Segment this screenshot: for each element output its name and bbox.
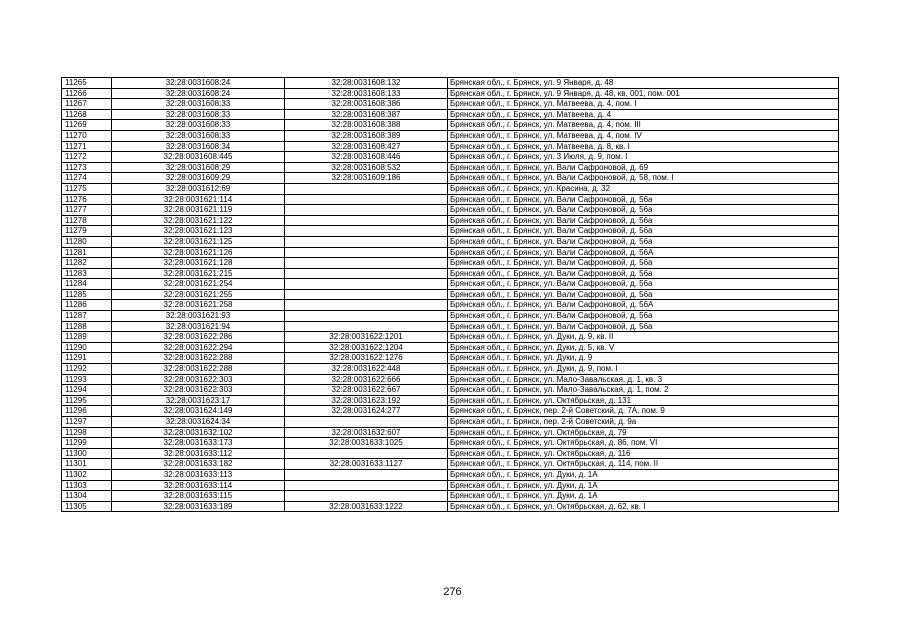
object-cadastral-cell: 32:28:0031608:388 (285, 120, 448, 131)
object-cadastral-cell: 32:28:0031632:607 (285, 427, 448, 438)
object-cadastral-cell (285, 236, 448, 247)
parent-cadastral-cell: 32:28:0031608:24 (112, 88, 285, 99)
object-cadastral-cell (285, 491, 448, 502)
table-row (62, 183, 839, 194)
table-row (62, 173, 839, 184)
parent-cadastral-cell: 32:28:0031624:34 (112, 417, 285, 428)
object-cadastral-cell (285, 247, 448, 258)
address-cell: Брянская обл., г. Брянск, пер. 2-й Советский, д. 7А, пом. 9 (448, 406, 839, 417)
object-cadastral-cell: 32:28:0031608:386 (285, 99, 448, 110)
parent-cadastral-cell: 32:28:0031621:126 (112, 247, 285, 258)
parent-cadastral-cell: 32:28:0031622:294 (112, 342, 285, 353)
object-cadastral-cell (285, 215, 448, 226)
row-number-cell: 11268 (62, 109, 112, 120)
address-cell: Брянская обл., г. Брянск, ул. Вали Сафроновой, д. 69 (448, 162, 839, 173)
row-number-cell: 11275 (62, 183, 112, 194)
table-row (62, 120, 839, 131)
row-number-cell: 11295 (62, 395, 112, 406)
row-number-cell: 11293 (62, 374, 112, 385)
row-number-cell: 11285 (62, 289, 112, 300)
address-cell: Брянская обл., г. Брянск, ул. Дуки, д. 9, кв. II (448, 332, 839, 343)
address-cell: Брянская обл., г. Брянск, ул. Дуки, д. 1А (448, 491, 839, 502)
address-cell: Брянская обл., г. Брянск, ул. Вали Сафроновой, д. 56а (448, 215, 839, 226)
object-cadastral-cell: 32:28:0031608:427 (285, 141, 448, 152)
parent-cadastral-cell: 32:28:0031621:122 (112, 215, 285, 226)
row-number-cell: 11272 (62, 152, 112, 163)
row-number-cell: 11301 (62, 459, 112, 470)
table-row (62, 459, 839, 470)
row-number-cell: 11267 (62, 99, 112, 110)
object-cadastral-cell (285, 300, 448, 311)
object-cadastral-cell: 32:28:0031608:132 (285, 78, 448, 89)
table-row (62, 194, 839, 205)
address-cell: Брянская обл., г. Брянск, ул. Вали Сафроновой, д. 56а (448, 311, 839, 322)
parent-cadastral-cell: 32:28:0031633:182 (112, 459, 285, 470)
object-cadastral-cell (285, 183, 448, 194)
object-cadastral-cell: 32:28:0031608:532 (285, 162, 448, 173)
address-cell: Брянская обл., г. Брянск, ул. Красина, д. 32 (448, 183, 839, 194)
address-cell: Брянская обл., г. Брянск, ул. Октябрьская, д. 79 (448, 427, 839, 438)
row-number-cell: 11288 (62, 321, 112, 332)
address-cell: Брянская обл., г. Брянск, ул. Октябрьская, д. 116 (448, 448, 839, 459)
object-cadastral-cell: 32:28:0031622:1276 (285, 353, 448, 364)
row-number-cell: 11292 (62, 364, 112, 375)
parent-cadastral-cell: 32:28:0031621:114 (112, 194, 285, 205)
address-cell: Брянская обл., г. Брянск, ул. Вали Сафроновой, д. 56а (448, 205, 839, 216)
table-row (62, 395, 839, 406)
row-number-cell: 11276 (62, 194, 112, 205)
table-row (62, 215, 839, 226)
object-cadastral-cell: 32:28:0031609:186 (285, 173, 448, 184)
table-row (62, 427, 839, 438)
address-cell: Брянская обл., г. Брянск, ул. Вали Сафроновой, д. 56А (448, 247, 839, 258)
table-row (62, 268, 839, 279)
parent-cadastral-cell: 32:28:0031608:445 (112, 152, 285, 163)
parent-cadastral-cell: 32:28:0031633:173 (112, 438, 285, 449)
table-row (62, 332, 839, 343)
address-cell: Брянская обл., г. Брянск, ул. 9 Января, д. 48 (448, 78, 839, 89)
parent-cadastral-cell: 32:28:0031622:286 (112, 332, 285, 343)
row-number-cell: 11282 (62, 258, 112, 269)
parent-cadastral-cell: 32:28:0031622:303 (112, 374, 285, 385)
object-cadastral-cell: 32:28:0031623:192 (285, 395, 448, 406)
row-number-cell: 11305 (62, 501, 112, 512)
address-cell: Брянская обл., г. Брянск, ул. Вали Сафроновой, д. 56а (448, 289, 839, 300)
object-cadastral-cell (285, 268, 448, 279)
parent-cadastral-cell: 32:28:0031621:123 (112, 226, 285, 237)
registry-table-body (62, 78, 839, 512)
parent-cadastral-cell: 32:28:0031608:33 (112, 130, 285, 141)
page-number: 276 (443, 586, 462, 598)
table-row (62, 258, 839, 269)
address-cell: Брянская обл., г. Брянск, ул. Матвеева, д. 4, пом. III (448, 120, 839, 131)
address-cell: Брянская обл., г. Брянск, ул. Вали Сафроновой, д. 56а (448, 279, 839, 290)
object-cadastral-cell: 32:28:0031622:448 (285, 364, 448, 375)
object-cadastral-cell (285, 205, 448, 216)
row-number-cell: 11265 (62, 78, 112, 89)
object-cadastral-cell (285, 226, 448, 237)
row-number-cell: 11284 (62, 279, 112, 290)
table-row (62, 448, 839, 459)
table-row (62, 141, 839, 152)
row-number-cell: 11289 (62, 332, 112, 343)
row-number-cell: 11266 (62, 88, 112, 99)
address-cell: Брянская обл., г. Брянск, ул. 3 Июля, д. 9, пом. I (448, 152, 839, 163)
table-row (62, 205, 839, 216)
table-row (62, 480, 839, 491)
parent-cadastral-cell: 32:28:0031621:254 (112, 279, 285, 290)
parent-cadastral-cell: 32:28:0031622:303 (112, 385, 285, 396)
address-cell: Брянская обл., г. Брянск, пер. 2-й Советский, д. 9а (448, 417, 839, 428)
parent-cadastral-cell: 32:28:0031608:24 (112, 78, 285, 89)
address-cell: Брянская обл., г. Брянск, ул. Дуки, д. 9 (448, 353, 839, 364)
table-row (62, 406, 839, 417)
parent-cadastral-cell: 32:28:0031612:69 (112, 183, 285, 194)
address-cell: Брянская обл., г. Брянск, ул. Вали Сафроновой, д. 56а (448, 226, 839, 237)
parent-cadastral-cell: 32:28:0031622:288 (112, 364, 285, 375)
row-number-cell: 11297 (62, 417, 112, 428)
table-row (62, 88, 839, 99)
table-row (62, 417, 839, 428)
row-number-cell: 11296 (62, 406, 112, 417)
parent-cadastral-cell: 32:28:0031624:149 (112, 406, 285, 417)
address-cell: Брянская обл., г. Брянск, ул. Матвеева, д. 4, пом. IV (448, 130, 839, 141)
row-number-cell: 11269 (62, 120, 112, 131)
row-number-cell: 11274 (62, 173, 112, 184)
object-cadastral-cell: 32:28:0031622:1201 (285, 332, 448, 343)
object-cadastral-cell: 32:28:0031608:133 (285, 88, 448, 99)
object-cadastral-cell: 32:28:0031633:1025 (285, 438, 448, 449)
parent-cadastral-cell: 32:28:0031621:215 (112, 268, 285, 279)
object-cadastral-cell (285, 469, 448, 480)
object-cadastral-cell: 32:28:0031633:1127 (285, 459, 448, 470)
row-number-cell: 11300 (62, 448, 112, 459)
row-number-cell: 11270 (62, 130, 112, 141)
address-cell: Брянская обл., г. Брянск, ул. 9 Января, д. 48, кв. 001, пом. 001 (448, 88, 839, 99)
object-cadastral-cell (285, 321, 448, 332)
parent-cadastral-cell: 32:28:0031623:17 (112, 395, 285, 406)
table-row (62, 130, 839, 141)
object-cadastral-cell (285, 448, 448, 459)
row-number-cell: 11281 (62, 247, 112, 258)
parent-cadastral-cell: 32:28:0031632:102 (112, 427, 285, 438)
address-cell: Брянская обл., г. Брянск, ул. Октябрьская, д. 131 (448, 395, 839, 406)
parent-cadastral-cell: 32:28:0031622:288 (112, 353, 285, 364)
parent-cadastral-cell: 32:28:0031621:255 (112, 289, 285, 300)
row-number-cell: 11273 (62, 162, 112, 173)
address-cell: Брянская обл., г. Брянск, ул. Дуки, д. 9, пом. I (448, 364, 839, 375)
row-number-cell: 11298 (62, 427, 112, 438)
address-cell: Брянская обл., г. Брянск, ул. Мало-Завальская, д. 1, кв. 3 (448, 374, 839, 385)
row-number-cell: 11280 (62, 236, 112, 247)
parent-cadastral-cell: 32:28:0031621:94 (112, 321, 285, 332)
address-cell: Брянская обл., г. Брянск, ул. Октябрьская, д. 86, пом. VI (448, 438, 839, 449)
object-cadastral-cell (285, 194, 448, 205)
parent-cadastral-cell: 32:28:0031621:93 (112, 311, 285, 322)
table-row (62, 78, 839, 89)
table-row (62, 374, 839, 385)
address-cell: Брянская обл., г. Брянск, ул. Матвеева, д. 4, пом. I (448, 99, 839, 110)
object-cadastral-cell: 32:28:0031622:666 (285, 374, 448, 385)
row-number-cell: 11287 (62, 311, 112, 322)
table-row (62, 438, 839, 449)
address-cell: Брянская обл., г. Брянск, ул. Вали Сафроновой, д. 56А (448, 300, 839, 311)
table-row (62, 469, 839, 480)
object-cadastral-cell (285, 258, 448, 269)
registry-table (61, 77, 839, 512)
object-cadastral-cell: 32:28:0031622:667 (285, 385, 448, 396)
address-cell: Брянская обл., г. Брянск, ул. Матвеева, д. 4 (448, 109, 839, 120)
object-cadastral-cell: 32:28:0031633:1222 (285, 501, 448, 512)
address-cell: Брянская обл., г. Брянск, ул. Вали Сафроновой, д. 56а (448, 321, 839, 332)
table-row (62, 353, 839, 364)
table-row (62, 152, 839, 163)
address-cell: Брянская обл., г. Брянск, ул. Вали Сафроновой, д. 56а (448, 236, 839, 247)
row-number-cell: 11302 (62, 469, 112, 480)
object-cadastral-cell (285, 480, 448, 491)
table-row (62, 321, 839, 332)
parent-cadastral-cell: 32:28:0031621:128 (112, 258, 285, 269)
table-row (62, 342, 839, 353)
row-number-cell: 11290 (62, 342, 112, 353)
table-row (62, 279, 839, 290)
table-row (62, 385, 839, 396)
table-row (62, 501, 839, 512)
row-number-cell: 11294 (62, 385, 112, 396)
row-number-cell: 11279 (62, 226, 112, 237)
parent-cadastral-cell: 32:28:0031608:34 (112, 141, 285, 152)
address-cell: Брянская обл., г. Брянск, ул. Вали Сафроновой, д. 56а (448, 268, 839, 279)
object-cadastral-cell: 32:28:0031608:389 (285, 130, 448, 141)
table-row (62, 236, 839, 247)
parent-cadastral-cell: 32:28:0031608:33 (112, 120, 285, 131)
row-number-cell: 11291 (62, 353, 112, 364)
object-cadastral-cell (285, 289, 448, 300)
address-cell: Брянская обл., г. Брянск, ул. Дуки, д. 1А (448, 469, 839, 480)
row-number-cell: 11277 (62, 205, 112, 216)
row-number-cell: 11304 (62, 491, 112, 502)
parent-cadastral-cell: 32:28:0031608:33 (112, 109, 285, 120)
address-cell: Брянская обл., г. Брянск, ул. Октябрьская, д. 62, кв. I (448, 501, 839, 512)
table-row (62, 300, 839, 311)
address-cell: Брянская обл., г. Брянск, ул. Октябрьская, д. 114, пом. II (448, 459, 839, 470)
table-row (62, 226, 839, 237)
table-row (62, 247, 839, 258)
table-row (62, 99, 839, 110)
parent-cadastral-cell: 32:28:0031633:189 (112, 501, 285, 512)
row-number-cell: 11299 (62, 438, 112, 449)
object-cadastral-cell (285, 417, 448, 428)
table-row (62, 162, 839, 173)
object-cadastral-cell (285, 311, 448, 322)
parent-cadastral-cell: 32:28:0031608:33 (112, 99, 285, 110)
object-cadastral-cell: 32:28:0031608:387 (285, 109, 448, 120)
row-number-cell: 11283 (62, 268, 112, 279)
row-number-cell: 11286 (62, 300, 112, 311)
address-cell: Брянская обл., г. Брянск, ул. Вали Сафроновой, д. 56а (448, 258, 839, 269)
address-cell: Брянская обл., г. Брянск, ул. Матвеева, д. 8, кв. I (448, 141, 839, 152)
address-cell: Брянская обл., г. Брянск, ул. Мало-Завальская, д. 1, пом. 2 (448, 385, 839, 396)
address-cell: Брянская обл., г. Брянск, ул. Дуки, д. 1А (448, 480, 839, 491)
table-row (62, 491, 839, 502)
parent-cadastral-cell: 32:28:0031633:115 (112, 491, 285, 502)
address-cell: Брянская обл., г. Брянск, ул. Дуки, д. 5, кв. V (448, 342, 839, 353)
parent-cadastral-cell: 32:28:0031608:29 (112, 162, 285, 173)
object-cadastral-cell (285, 279, 448, 290)
address-cell: Брянская обл., г. Брянск, ул. Вали Сафроновой, д. 58, пом. I (448, 173, 839, 184)
object-cadastral-cell: 32:28:0031608:446 (285, 152, 448, 163)
address-cell: Брянская обл., г. Брянск, ул. Вали Сафроновой, д. 56а (448, 194, 839, 205)
row-number-cell: 11278 (62, 215, 112, 226)
parent-cadastral-cell: 32:28:0031621:125 (112, 236, 285, 247)
object-cadastral-cell: 32:28:0031622:1204 (285, 342, 448, 353)
table-row (62, 364, 839, 375)
parent-cadastral-cell: 32:28:0031633:114 (112, 480, 285, 491)
parent-cadastral-cell: 32:28:0031633:112 (112, 448, 285, 459)
row-number-cell: 11303 (62, 480, 112, 491)
table-row (62, 289, 839, 300)
parent-cadastral-cell: 32:28:0031621:258 (112, 300, 285, 311)
parent-cadastral-cell: 32:28:0031633:113 (112, 469, 285, 480)
object-cadastral-cell: 32:28:0031624:277 (285, 406, 448, 417)
parent-cadastral-cell: 32:28:0031621:119 (112, 205, 285, 216)
table-row (62, 109, 839, 120)
parent-cadastral-cell: 32:28:0031609:29 (112, 173, 285, 184)
table-row (62, 311, 839, 322)
row-number-cell: 11271 (62, 141, 112, 152)
